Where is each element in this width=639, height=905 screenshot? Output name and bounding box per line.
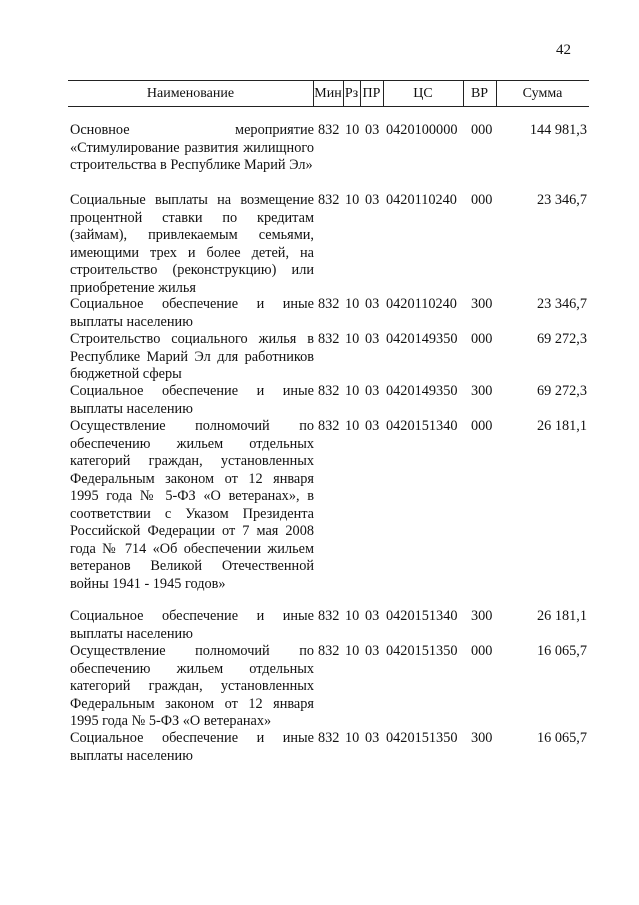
row-rz: 10	[345, 383, 360, 399]
row-name: Основное мероприятие «Стимулирование развития жилищного строительства в Республике Марий Эл»	[70, 122, 314, 173]
row-name: Социальные выплаты на возмещение процентной ставки по кредитам (займам), привлекаемым семьями, имеющими трех и более детей, на строительство (реконструкцию) или приобретение жилья	[70, 192, 314, 296]
row-pr: 03	[365, 643, 380, 659]
row-pr: 03	[365, 331, 380, 347]
header-cs: ЦС	[413, 86, 433, 101]
row-cs: 0420151340	[386, 418, 458, 434]
row-cs: 0420149350	[386, 331, 458, 347]
row-min: 832	[318, 418, 340, 434]
row-sum: 16 065,7	[536, 730, 587, 746]
header-name: Наименование	[146, 86, 235, 101]
row-name: Строительство социального жилья в Республике Марий Эл для работников бюджетной сферы	[70, 331, 314, 382]
row-pr: 03	[365, 296, 380, 312]
row-min: 832	[318, 296, 340, 312]
row-sum: 23 346,7	[536, 192, 587, 208]
row-vr: 000	[471, 331, 493, 347]
row-vr: 300	[471, 383, 493, 399]
row-cs: 0420149350	[386, 383, 458, 399]
row-min: 832	[318, 331, 340, 347]
row-vr: 300	[471, 296, 493, 312]
row-vr: 000	[471, 122, 493, 138]
header-bottom-rule	[68, 106, 589, 107]
row-min: 832	[318, 122, 340, 138]
header-rz: Рз	[344, 86, 359, 101]
row-rz: 10	[345, 418, 360, 434]
header-sum: Сумма	[522, 86, 563, 101]
row-cs: 0420151350	[386, 730, 458, 746]
row-rz: 10	[345, 608, 360, 624]
row-cs: 0420100000	[386, 122, 458, 138]
row-rz: 10	[345, 730, 360, 746]
row-rz: 10	[345, 122, 360, 138]
row-sum: 16 065,7	[536, 643, 587, 659]
row-rz: 10	[345, 192, 360, 208]
row-sum: 26 181,1	[536, 418, 587, 434]
header-pr: ПР	[362, 86, 381, 101]
row-rz: 10	[345, 296, 360, 312]
row-name: Социальное обеспечение и иные выплаты населению	[70, 730, 314, 764]
header-top-rule	[68, 80, 589, 81]
page-number: 42	[556, 42, 571, 58]
row-pr: 03	[365, 383, 380, 399]
row-sum: 23 346,7	[536, 296, 587, 312]
row-cs: 0420110240	[386, 192, 457, 208]
row-vr: 000	[471, 192, 493, 208]
row-vr: 300	[471, 608, 493, 624]
row-min: 832	[318, 383, 340, 399]
row-vr: 000	[471, 643, 493, 659]
row-pr: 03	[365, 418, 380, 434]
row-min: 832	[318, 643, 340, 659]
row-rz: 10	[345, 643, 360, 659]
row-min: 832	[318, 192, 340, 208]
row-sum: 69 272,3	[536, 331, 587, 347]
row-sum: 144 981,3	[529, 122, 587, 138]
row-name: Социальное обеспечение и иные выплаты населению	[70, 383, 314, 417]
row-vr: 300	[471, 730, 493, 746]
row-pr: 03	[365, 608, 380, 624]
row-cs: 0420151350	[386, 643, 458, 659]
row-name: Социальное обеспечение и иные выплаты населению	[70, 296, 314, 330]
header-vr: ВР	[470, 86, 489, 101]
row-vr: 000	[471, 418, 493, 434]
row-name: Социальное обеспечение и иные выплаты населению	[70, 608, 314, 642]
row-min: 832	[318, 730, 340, 746]
row-cs: 0420151340	[386, 608, 458, 624]
row-sum: 26 181,1	[536, 608, 587, 624]
row-sum: 69 272,3	[536, 383, 587, 399]
row-name: Осуществление полномочий по обеспечению жильем отдельных категорий граждан, установленных Федеральным законом от 12 января 1995 года № 5-ФЗ «О ветеранах», в соответствии с Указом Президента Российской Федерации от 7 мая 2008 года № 714 «Об обеспечении жильем ветеранов Великой Отечественной войны 1941 - 1945 годов»	[70, 418, 314, 592]
row-cs: 0420110240	[386, 296, 457, 312]
row-pr: 03	[365, 730, 380, 746]
row-min: 832	[318, 608, 340, 624]
row-name: Осуществление полномочий по обеспечению жильем отдельных категорий граждан, установленных Федеральным законом от 12 января 1995 года № 5-ФЗ «О ветеранах»	[70, 643, 314, 729]
row-pr: 03	[365, 192, 380, 208]
row-rz: 10	[345, 331, 360, 347]
row-pr: 03	[365, 122, 380, 138]
header-min: Мин	[314, 86, 342, 101]
